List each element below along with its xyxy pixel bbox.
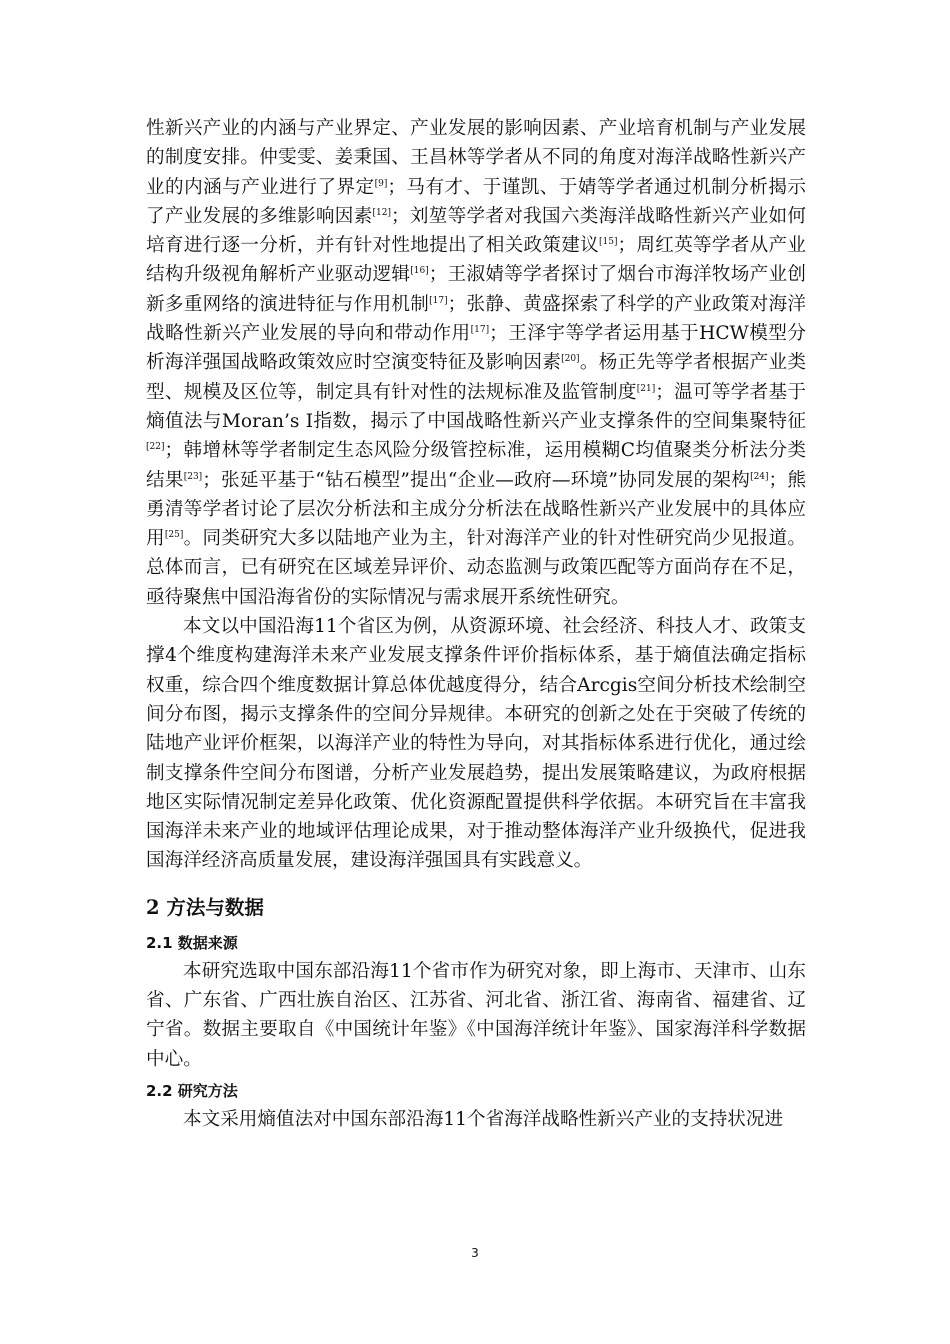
section-heading-methods: 2 方法与数据 [146,895,264,919]
citation-24: [24] [750,471,769,482]
page-body [146,114,806,1134]
citation-16: [16] [410,266,429,277]
citation-12: [12] [372,207,391,218]
citation-21: [21] [636,383,656,394]
citation-20: [20] [561,354,580,365]
page-number: 3 [471,1246,479,1260]
body-paragraph-2: 本文以中国沿海11个省区为例，从资源环境、社会经济、科技人才、政策支撑4个维度构建海洋未来产业发展支撑条件评价指标体系，基于熵值法确定指标权重，综合四个维度数据计算总体优越度得分，结合Arcgis空间分析技术绘制空间分布图，揭示支撑条件的空间分异规律。本研究的创新之处在于突破了传统的陆地产业评价框架，以海洋产业的特性为导向，对其指标体系进行优化，通过绘制支撑条件空间分布图谱，分析产业发展趋势，提出发展策略建议，为政府根据地区实际情况制定差异化政策、优化资源配置提供科学依据。本研究旨在丰富我国海洋未来产业的地域评估理论成果，对于推动整体海洋产业升级换代，促进我国海洋经济高质量发展，建设海洋强国具有实践意义。 [146,616,806,872]
citation-22: [22] [146,442,165,453]
citation-23: [23] [183,471,203,482]
subsection-heading-research-method: 2.2 研究方法 [146,1081,238,1100]
citation-17a: [17] [429,295,448,306]
citation-25: [25] [164,529,184,540]
citation-9: [9] [374,178,388,189]
citation-17b: [17] [470,324,490,335]
body-paragraph-3: 本研究选取中国东部沿海11个省市作为研究对象，即上海市、天津市、山东省、广东省、广西壮族自治区、江苏省、河北省、浙江省、海南省、福建省、辽宁省。数据主要取自《中国统计年鉴》《中国海洋统计年鉴》、国家海洋科学数据中心。 [146,960,806,1070]
subsection-heading-data-source: 2.1 数据来源 [146,933,238,952]
body-paragraph-4: 本文采用熵值法对中国东部沿海11个省海洋战略性新兴产业的支持状况进 [183,1108,784,1130]
citation-15: [15] [599,237,618,247]
body-paragraph-1: 性新兴产业的内涵与产业界定、产业发展的影响因素、产业培育机制与产业发展的制度安排。仲雯雯、姜秉国、王昌林等学者从不同的角度对海洋战略性新兴产业的内涵与产业进行了界定[9]；马有才、于谨凯、于婧等学者通过机制分析揭示了产业发展的多维影响因素[12]；刘堃等学者对我国六类海洋战略性新兴产业如何培育进行逐一分析，并有针对性地提出了相关政策建议[15]；周红英等学者从产业结构升级视角解析产业驱动逻辑[16]；王淑婧等学者探讨了烟台市海洋牧场产业创新多重网络的演进特征与作用机制[17]；张静、黄盛探索了科学的产业政策对海洋战略性新兴产业发展的导向和带动作用[17]；王泽宇等学者运用基于HCW模型分析海洋强国战略政策效应时空演变特征及影响因素[20]。杨正先等学者根据产业类型、规模及区位等，制定具有针对性的法规标准及监管制度[21]；温可等学者基于熵值法与Moran’s I指数，揭示了中国战略性新兴产业支撑条件的空间集聚特征[22]；韩增林等学者制定生态风险分级管控标准，运用模糊C均值聚类分析法分类结果[23]；张延平基于“钻石模型”提出“企业—政府—环境”协同发展的架构[24]；熊勇清等学者讨论了层次分析法和主成分分析法在战略性新兴产业发展中的具体应用[25]。同类研究大多以陆地产业为主，针对海洋产业的针对性研究尚少见报道。总体而言，已有研究在区域差异评价、动态监测与政策匹配等方面尚存在不足，亟待聚焦中国沿海省份的实际情况与需求展开系统性研究。 [146,118,806,608]
